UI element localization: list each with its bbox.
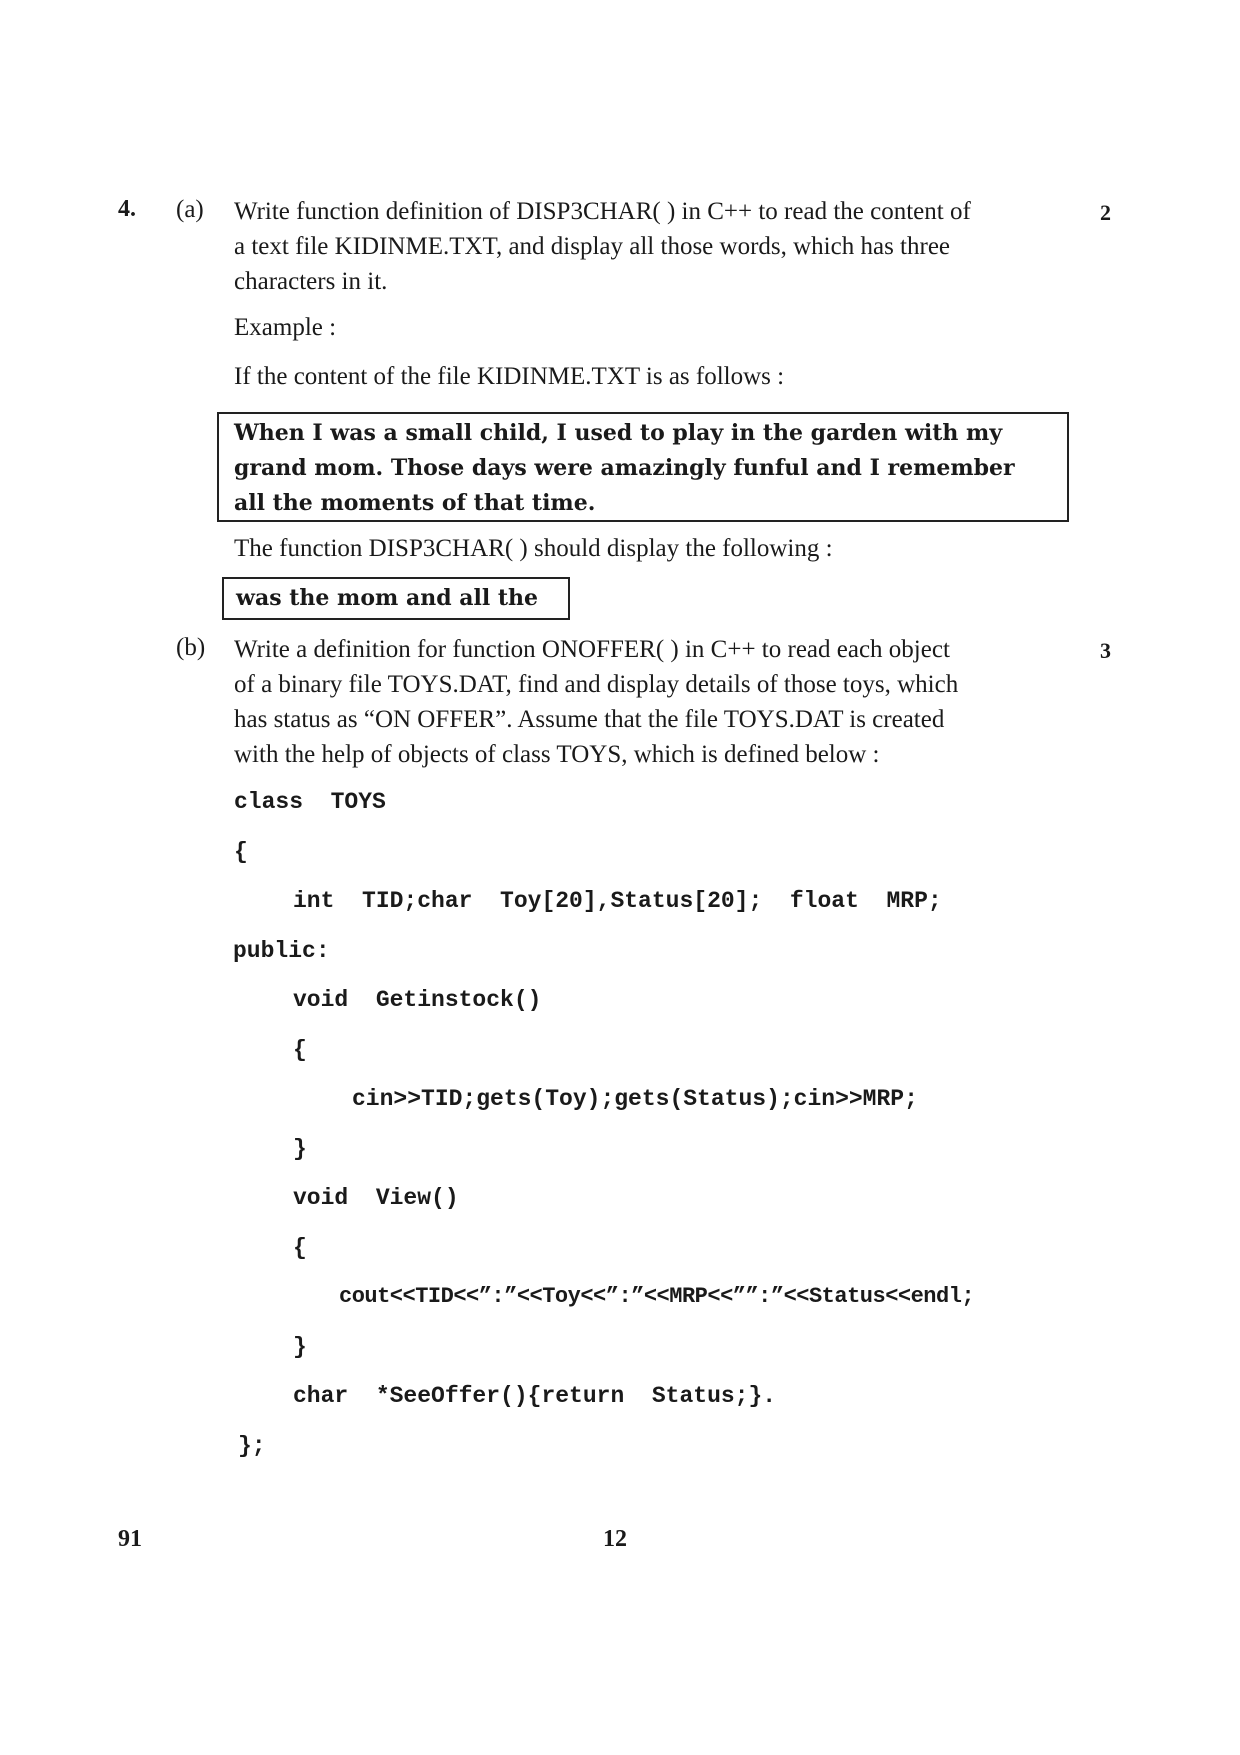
part-b-marks: 3 [1100, 638, 1111, 663]
code-line: void View() [293, 1185, 459, 1211]
question-number: 4. [118, 196, 136, 222]
example-label: Example : [234, 314, 337, 341]
expected-output-box [222, 577, 570, 620]
example-intro: If the content of the file KIDINME.TXT is as follows : [234, 363, 785, 390]
code-line: { [234, 839, 248, 865]
code-line: char *SeeOffer(){return Status;}. [293, 1383, 777, 1409]
part-b-line: has status as “ON OFFER”. Assume that the file TOYS.DAT is created [234, 706, 945, 733]
code-line: void Getinstock() [293, 987, 542, 1013]
file-content-line: grand mom. Those days were amazingly funful and I remember [234, 455, 1015, 481]
code-line: } [293, 1136, 307, 1162]
output-intro: The function DISP3CHAR( ) should display the following : [234, 535, 833, 562]
file-content-line: When I was a small child, I used to play in the garden with my [234, 420, 1003, 446]
part-a-line: characters in it. [234, 268, 388, 295]
part-b-label: (b) [176, 634, 206, 661]
code-line: { [293, 1037, 307, 1063]
code-line: cout<<TID<<”:”<<Toy<<”:”<<MRP<<””:”<<Status<<endl; [339, 1284, 975, 1309]
paper-code: 91 [118, 1526, 142, 1552]
expected-output: was the mom and all the [236, 585, 539, 611]
part-a-line: a text file KIDINME.TXT, and display all those words, which has three [234, 233, 951, 260]
file-content-box [217, 412, 1069, 522]
code-line: cin>>TID;gets(Toy);gets(Status);cin>>MRP; [352, 1086, 918, 1112]
code-line: public: [233, 938, 330, 964]
part-a-line: Write function definition of DISP3CHAR( ) in C++ to read the content of [234, 198, 971, 225]
part-b-line: Write a definition for function ONOFFER( ) in C++ to read each object [234, 636, 950, 663]
code-line: }; [238, 1433, 266, 1459]
code-line: { [293, 1235, 307, 1261]
code-line: } [293, 1334, 307, 1360]
code-line: int TID;char Toy[20],Status[20]; float MRP; [293, 888, 942, 914]
part-a-label: (a) [176, 196, 204, 223]
part-a-marks: 2 [1100, 200, 1111, 225]
part-a-question-text [234, 194, 1064, 299]
part-b-question-text [234, 632, 1064, 772]
part-b-line: with the help of objects of class TOYS, which is defined below : [234, 741, 880, 768]
page-number: 12 [603, 1526, 627, 1552]
code-line: class TOYS [234, 789, 386, 815]
file-content-line: all the moments of that time. [234, 490, 596, 516]
part-b-line: of a binary file TOYS.DAT, find and display details of those toys, which [234, 671, 959, 698]
